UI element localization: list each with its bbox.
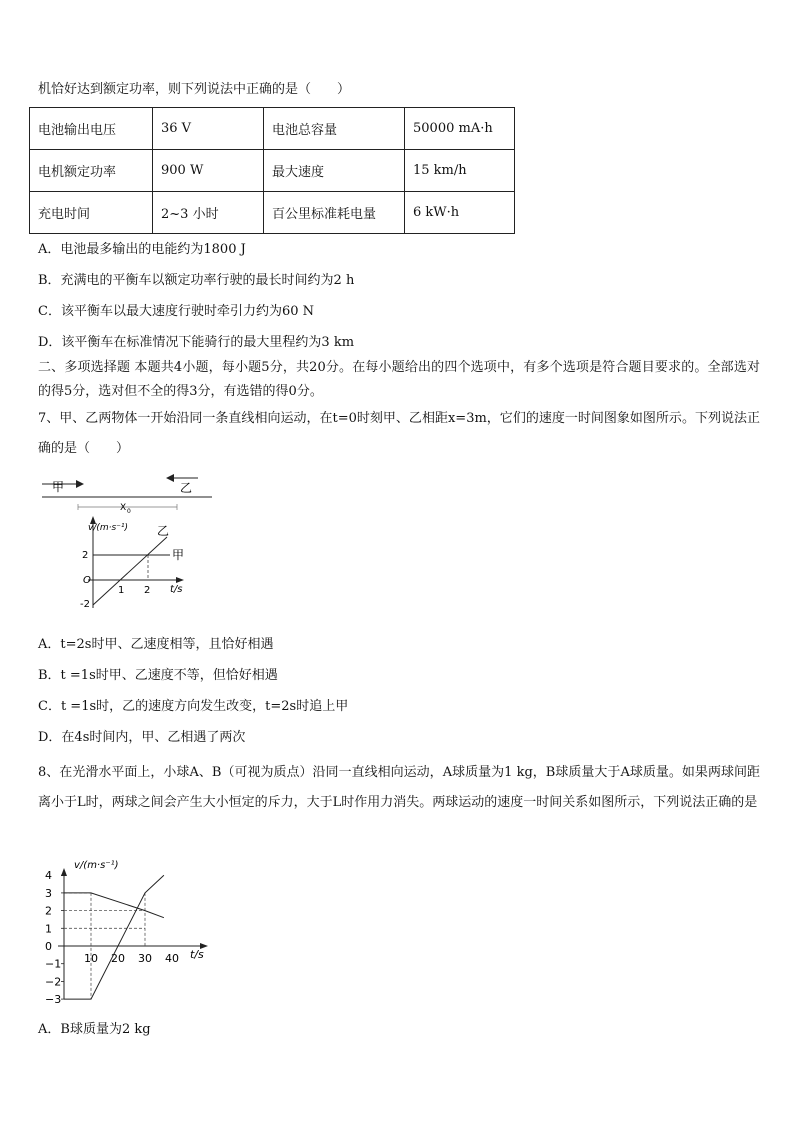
table-cell: 电机额定功率: [30, 150, 153, 192]
q7-series-yi-label: 乙: [157, 524, 170, 538]
table-cell: 百公里标准耗电量: [264, 192, 405, 234]
q8-y-tick-label: 3: [45, 886, 52, 900]
q7-tick-t2: 2: [144, 585, 151, 596]
q7-tick-t1: 1: [118, 585, 125, 596]
q7-option-a: A．t=2s时甲、乙速度相等，且恰好相遇: [38, 637, 274, 652]
q7-tick-neg2: -2: [80, 599, 90, 610]
q8-y-ticks: [45, 869, 64, 1006]
spec-table: [29, 107, 515, 234]
q8-y-tick-label: 4: [45, 869, 52, 883]
q8-series-lines: [64, 875, 164, 999]
q8-y-tick-label: 0: [45, 940, 52, 953]
q8-y-tick-label: −3: [45, 993, 62, 1007]
q7-label-yi-top: 乙: [180, 481, 193, 495]
table-cell: 15 km/h: [405, 150, 515, 192]
q7-series-jia-label: 甲: [172, 548, 185, 562]
q8-series-line-1: [64, 893, 164, 918]
q8-x-tick-label: 20: [111, 952, 125, 965]
q7-label-x0: X: [120, 503, 127, 513]
q7-origin-label: O: [83, 575, 91, 586]
table-cell: 6 kW·h: [405, 192, 515, 234]
q7-label-jia-top: 甲: [52, 480, 65, 494]
q7-tick-2: 2: [82, 550, 89, 561]
q8-series-line-2: [64, 875, 164, 999]
q7-label-x0-sub: 0: [127, 508, 131, 515]
table-cell: 900 W: [153, 150, 264, 192]
q8-option-a: A．B球质量为2 kg: [38, 1022, 151, 1037]
q6-option-b: B．充满电的平衡车以额定功率行驶的最长时间约为2 h: [38, 273, 355, 288]
q8-figure: [40, 852, 230, 1007]
q8-vt-chart: [45, 860, 208, 1006]
table-cell: 最大速度: [264, 150, 405, 192]
q6-option-d: D．该平衡车在标准情况下能骑行的最大里程约为3 km: [38, 335, 355, 350]
q8-stem: 8、在光滑水平面上，小球A、B（可视为质点）沿同一直线相向运动，A球质量为1 kg，B球质量大于A球质量。如果两球间距离小于L时，两球之间会产生大小恒定的斥力，大于L时作用力消失。两球运动的速度一时间关系如图所示，下列说法正确的是: [38, 765, 760, 810]
q8-y-axis-label: v/(m·s⁻¹): [74, 860, 119, 871]
q7-figure: [38, 470, 218, 620]
q7-vt-chart: [80, 516, 184, 610]
table-row: [30, 192, 515, 234]
q7-x-axis-label: t/s: [170, 584, 183, 595]
q6-option-c: C．该平衡车以最大速度行驶时牵引力约为60 N: [38, 304, 314, 319]
q7-option-d: D．在4s时间内，甲、乙相遇了两次: [38, 730, 246, 745]
table-cell: 电池总容量: [264, 108, 405, 150]
q8-x-tick-label: 40: [165, 952, 179, 965]
q7-stem: 7、甲、乙两物体一开始沿同一条直线相向运动，在t=0时刻甲、乙相距x=3m，它们的速度一时间图象如图所示。下列说法正确的是（ ）: [38, 411, 760, 456]
q8-x-axis-label: t/s: [190, 948, 204, 961]
intro-line: 机恰好达到额定功率，则下列说法中正确的是（ ）: [38, 82, 351, 97]
q8-y-tick-label: −2: [45, 975, 62, 989]
q7-option-c: C．t =1s时，乙的速度方向发生改变，t=2s时追上甲: [38, 699, 349, 714]
section-2-header: 二、多项选择题 本题共4小题，每小题5分，共20分。在每小题给出的四个选项中，有多个选项是符合题目要求的。全部选对的得5分，选对但不全的得3分，有选错的得0分。: [38, 360, 760, 399]
table-cell: 充电时间: [30, 192, 153, 234]
table-row: [30, 150, 515, 192]
table-cell: 50000 mA·h: [405, 108, 515, 150]
table-cell: 电池输出电压: [30, 108, 153, 150]
q8-x-tick-label: 10: [84, 952, 98, 965]
table-cell: 2~3 小时: [153, 192, 264, 234]
table-row: [30, 108, 515, 150]
q7-series-yi-line: [93, 537, 167, 605]
q8-y-tick-label: 2: [45, 904, 52, 918]
q7-y-axis-label: v/(m·s⁻¹): [88, 523, 129, 533]
q6-option-a: A．电池最多输出的电能约为1800 J: [38, 242, 246, 257]
q8-x-tick-label: 30: [138, 952, 152, 965]
q7-option-b: B．t =1s时甲、乙速度不等，但恰好相遇: [38, 668, 278, 683]
table-cell: 36 V: [153, 108, 264, 150]
q8-x-ticks: [84, 952, 179, 965]
q8-y-tick-label: −1: [45, 957, 62, 971]
q8-y-tick-label: 1: [45, 922, 52, 936]
